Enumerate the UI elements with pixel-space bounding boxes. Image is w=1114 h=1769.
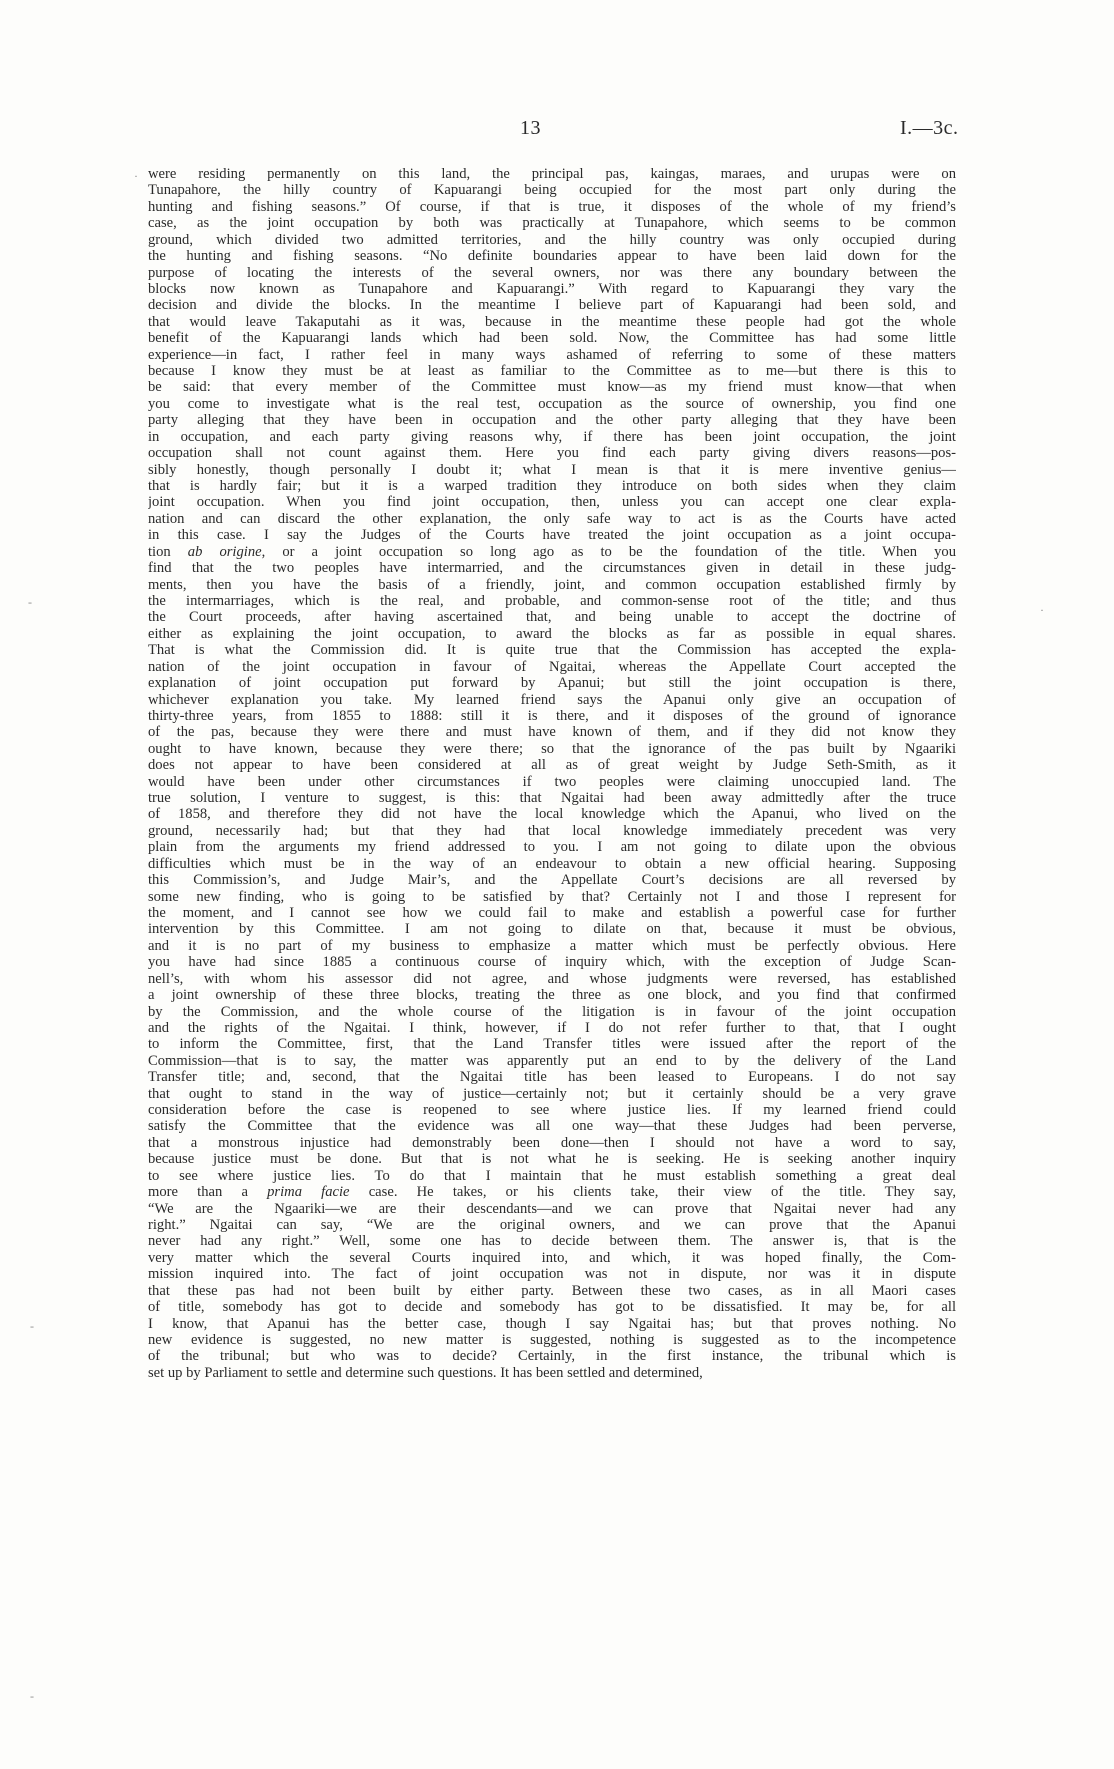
- text-line: never had any right.” Well, some one has to decide between them. The answer is, that is the: [148, 1233, 956, 1250]
- text-line: true solution, I venture to suggest, is this: that Ngaitai had been away admittedly after the truce: [148, 790, 956, 807]
- text-line: ments, then you have the basis of a friendly, joint, and common occupation established firmly by: [148, 576, 956, 593]
- text-line: of title, somebody has got to decide and somebody has got to be dissatisfied. It may be, for all: [148, 1299, 956, 1316]
- text-line: of the tribunal; but who was to decide? Certainly, in the first instance, the tribunal which is: [148, 1348, 956, 1365]
- page-number: 13: [520, 117, 541, 139]
- text-line: a joint ownership of these three blocks, treating the three as one block, and you find that confirmed: [148, 987, 956, 1004]
- text-line: mission inquired into. The fact of joint occupation was not in dispute, nor was it in dispute: [148, 1266, 956, 1283]
- text-line: nell’s, with whom his assessor did not agree, and whose judgments were reversed, has established: [148, 970, 956, 987]
- text-line: nation and can discard the other explanation, the only safe way to act is as the Courts have acted: [148, 510, 956, 527]
- text-line: the moment, and I cannot see how we could fail to make and establish a powerful case for further: [148, 904, 956, 921]
- text-line: intervention by this Committee. I am not going to dilate on that, because it must be obvious,: [148, 921, 956, 938]
- text-line: benefit of the Kapuarangi lands which had been sold. Now, the Committee has had some little: [148, 330, 956, 347]
- text-line: to see where justice lies. To do that I maintain that he must establish something a great deal: [148, 1167, 956, 1184]
- text-line: either as explaining the joint occupation, to award the blocks as far as possible in equal shares.: [148, 625, 956, 642]
- body-text: [148, 166, 956, 1381]
- text-line: that a monstrous injustice had demonstrably been done—then I should not have a word to say,: [148, 1134, 956, 1151]
- text-line: That is what the Commission did. It is quite true that the Commission has accepted the expla-: [148, 642, 956, 659]
- text-line: purpose of locating the interests of the several owners, nor was there any boundary between the: [148, 264, 956, 281]
- margin-mark: -: [28, 595, 32, 609]
- text-line: nation of the joint occupation in favour of Ngaitai, whereas the Appellate Court accepted the: [148, 658, 956, 675]
- text-line: decision and divide the blocks. In the meantime I believe part of Kapuarangi had been sold, and: [148, 297, 956, 314]
- text-line: some new finding, who is going to be satisfied by that? Certainly not I and those I represent for: [148, 888, 956, 905]
- document-reference: I.—3c.: [900, 117, 959, 139]
- margin-mark: -: [30, 1689, 34, 1703]
- text-line: sibly honestly, though personally I doubt it; what I mean is that it is mere inventive genius—: [148, 461, 956, 478]
- text-line: that ought to stand in the way of justice—certainly not; but it certainly should be a very grave: [148, 1085, 956, 1102]
- margin-mark: -: [30, 1319, 34, 1333]
- text-line: Commission—that is to say, the matter was apparently put an end to by the delivery of the Land: [148, 1052, 956, 1069]
- text-line: that would leave Takaputahi as it was, because in the meantime these people had got the whole: [148, 313, 956, 330]
- text-line: explanation of joint occupation put forward by Apanui; but still the joint occupation is there,: [148, 675, 956, 692]
- text-line: this Commission’s, and Judge Mair’s, and the Appellate Court’s decisions are all reversed by: [148, 872, 956, 889]
- text-line: ground, necessarily had; but that they had that local knowledge immediately precedent was very: [148, 822, 956, 839]
- text-line: plain from the arguments my friend addressed to you. I am not going to dilate upon the obvious: [148, 839, 956, 856]
- text-line: you have had since 1885 a continuous course of inquiry which, with the exception of Judge Scan-: [148, 954, 956, 971]
- text-line: to inform the Committee, first, that the Land Transfer titles were issued after the report of the: [148, 1036, 956, 1053]
- text-line: of 1858, and therefore they did not have the local knowledge which the Apanui, who lived on the: [148, 806, 956, 823]
- text-line: that these pas had not been built by either party. Between these two cases, as in all Maori cases: [148, 1282, 956, 1299]
- margin-mark: ·: [134, 169, 138, 183]
- text-line: because justice must be done. But that is not what he is seeking. He is seeking another inquiry: [148, 1151, 956, 1168]
- text-line: new evidence is suggested, no new matter is suggested, nothing is suggested as to the incompetence: [148, 1331, 956, 1348]
- text-line: “We are the Ngaariki—we are their descendants—and we can prove that Ngaitai never had any: [148, 1200, 956, 1217]
- text-line: the intermarriages, which is the real, and probable, and common-sense root of the title; and thus: [148, 592, 956, 609]
- text-line: very matter which the several Courts inquired into, and which, it was hoped finally, the Com-: [148, 1249, 956, 1266]
- text-line: would have been under other circumstances if two peoples were claiming unoccupied land. The: [148, 773, 956, 790]
- text-line: set up by Parliament to settle and determine such questions. It has been settled and determined,: [148, 1364, 703, 1381]
- text-line: in this case. I say the Judges of the Courts have treated the joint occupation as a joint occupa-: [148, 527, 956, 544]
- text-line: blocks now known as Tunapahore and Kapuarangi.” With regard to Kapuarangi they vary the: [148, 280, 956, 297]
- text-line: the hunting and fishing seasons. “No definite boundaries appear to have been laid down for the: [148, 248, 956, 265]
- text-line: whichever explanation you take. My learned friend says the Apanui only give an occupation of: [148, 691, 956, 708]
- text-line: Transfer title; and, second, that the Ngaitai title has been leased to Europeans. I do not say: [148, 1069, 956, 1086]
- text-line: in occupation, and each party giving reasons why, if there has been joint occupation, the joint: [148, 428, 956, 445]
- text-line: find that the two peoples have intermarried, and the circumstances given in detail in these judg-: [148, 560, 956, 577]
- text-line: ought to have known, because they were there; so that the ignorance of the pas built by Ngaariki: [148, 740, 956, 757]
- text-line: and it is no part of my business to emphasize a matter which must be perfectly obvious. Here: [148, 937, 956, 954]
- text-line: does not appear to have been considered at all as of great weight by Judge Seth-Smith, as it: [148, 757, 956, 774]
- text-line: consideration before the case is reopened to see where justice lies. If my learned friend could: [148, 1102, 956, 1119]
- text-line: more than a prima facie case. He takes, or his clients take, their view of the title. They say,: [148, 1184, 956, 1201]
- text-line: right.” Ngaitai can say, “We are the original owners, and we can prove that the Apanui: [148, 1217, 956, 1233]
- text-line: hunting and fishing seasons.” Of course, if that is true, it disposes of the whole of my friend’s: [148, 198, 956, 215]
- text-line: joint occupation. When you find joint occupation, then, unless you can accept one clear expla-: [148, 494, 956, 511]
- text-line: because I know they must be at least as familiar to the Committee as to me—but there is this to: [148, 363, 956, 380]
- text-line: by the Commission, and the whole course of the litigation is in favour of the joint occupation: [148, 1003, 956, 1020]
- text-line: experience—in fact, I rather feel in many ways ashamed of referring to some of these matters: [148, 346, 956, 363]
- text-line: and the rights of the Ngaitai. I think, however, if I do not refer further to that, that I ought: [148, 1019, 956, 1036]
- text-line: party alleging that they have been in occupation and the other party alleging that they have been: [148, 412, 956, 429]
- text-line: the Court proceeds, after having ascertained that, and being unable to accept the doctrine of: [148, 609, 956, 626]
- page-header: [0, 117, 1114, 147]
- text-line: Tunapahore, the hilly country of Kapuarangi being occupied for the most part only during the: [148, 182, 956, 199]
- text-line: difficulties which must be in the way of an endeavour to obtain a new official hearing. Supposing: [148, 855, 956, 872]
- text-line: satisfy the Committee that the evidence was all one way—that these Judges had been perverse,: [148, 1118, 956, 1135]
- text-line: ground, which divided two admitted territories, and the hilly country was only occupied during: [148, 231, 956, 248]
- text-line: case, as the joint occupation by both was practically at Tunapahore, which seems to be common: [148, 215, 956, 232]
- text-line: you come to investigate what is the real test, occupation as the source of ownership, you find one: [148, 395, 956, 412]
- margin-mark: ·: [1040, 603, 1044, 617]
- text-line: tion ab origine, or a joint occupation so long ago as to be the foundation of the title. When you: [148, 543, 956, 560]
- text-line: occupation shall not count against them. Here you find each party giving divers reasons—pos-: [148, 445, 956, 462]
- text-line: were residing permanently on this land, the principal pas, kaingas, maraes, and urupas were on: [148, 166, 956, 182]
- text-line: that is hardly fair; but it is a warped tradition they introduce on both sides when they claim: [148, 478, 956, 495]
- text-line: I know, that Apanui has the better case, though I say Ngaitai has; but that proves nothing. No: [148, 1315, 956, 1332]
- text-line: of the pas, because they were there and must have known of them, and if they did not know they: [148, 724, 956, 741]
- text-line: be said: that every member of the Committee must know—as my friend must know—that when: [148, 379, 956, 396]
- text-line: thirty-three years, from 1855 to 1888: still it is there, and it disposes of the ground of ignorance: [148, 707, 956, 724]
